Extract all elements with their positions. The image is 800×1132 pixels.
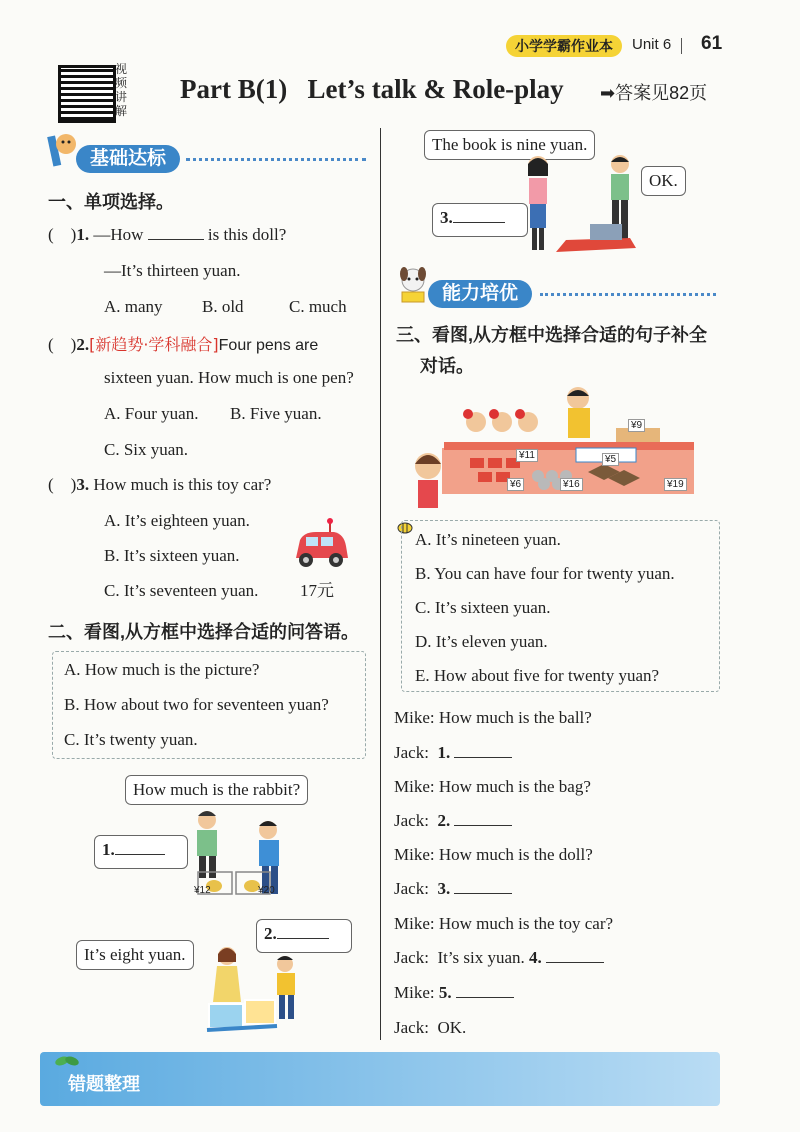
line-text: How much is the toy car? bbox=[438, 914, 614, 933]
section-badge-basic bbox=[76, 145, 180, 173]
qr-code[interactable] bbox=[58, 65, 116, 123]
page-title: Part B(1) Let’s talk & Role-play bbox=[180, 74, 564, 104]
badge-text: 能力培优 bbox=[441, 283, 518, 304]
header-unit: Unit 6 bbox=[632, 36, 672, 53]
line-text: OK. bbox=[437, 1018, 467, 1037]
speaker: Mike: bbox=[394, 983, 435, 1002]
q1-option-b[interactable]: B. old bbox=[202, 297, 244, 316]
section2-option-a: A. How much is the picture? bbox=[64, 660, 260, 679]
header-divider bbox=[681, 38, 682, 54]
q2-option-c[interactable]: C. Six yuan. bbox=[104, 440, 189, 459]
stall-price-9: ¥9 bbox=[628, 419, 645, 432]
bubble-rabbit: How much is the rabbit? bbox=[125, 775, 308, 805]
speaker: Jack: bbox=[394, 948, 429, 967]
toy-car-price: 17元 bbox=[300, 581, 334, 600]
q1-stem-text: —How bbox=[93, 225, 144, 244]
answer-bubble-3[interactable] bbox=[432, 203, 528, 237]
bubble-book-nine-yuan: The book is nine yuan. bbox=[424, 130, 595, 160]
answer-bubble-1[interactable] bbox=[94, 835, 188, 869]
answer-ref-text: 答案见82页 bbox=[615, 83, 708, 103]
section3-option-d: D. It’s eleven yuan. bbox=[415, 632, 548, 651]
question-number: 3. bbox=[76, 475, 90, 494]
q1-option-c[interactable]: C. much bbox=[289, 297, 347, 316]
bubble-ok: OK. bbox=[641, 166, 686, 196]
answer-paren[interactable]: ( ) bbox=[48, 475, 77, 494]
stall-price-19: ¥19 bbox=[664, 478, 687, 491]
q1-reply: —It’s thirteen yuan. bbox=[104, 261, 241, 280]
speaker: Mike: bbox=[394, 845, 435, 864]
line-text: How much is the bag? bbox=[438, 777, 591, 796]
section3-option-a: A. It’s nineteen yuan. bbox=[415, 530, 561, 549]
line-text: It’s six yuan. bbox=[437, 948, 525, 967]
answer-paren[interactable]: ( ) bbox=[48, 225, 77, 244]
stall-price-6: ¥6 bbox=[507, 478, 524, 491]
answer-blank-5[interactable] bbox=[456, 997, 514, 998]
blank-number: 1. bbox=[437, 743, 451, 762]
series-name: 小学学霸作业本 bbox=[515, 38, 613, 54]
speaker: Mike: bbox=[394, 914, 435, 933]
blank-number: 3. bbox=[440, 208, 453, 227]
blank-number: 5. bbox=[438, 983, 452, 1002]
qr-note: 视频讲解 bbox=[115, 62, 128, 118]
blank-line bbox=[453, 222, 505, 223]
section3-option-e: E. How about five for twenty yuan? bbox=[415, 666, 660, 685]
section2-option-c: C. It’s twenty yuan. bbox=[64, 730, 198, 749]
section1-heading: 一、单项选择。 bbox=[48, 192, 174, 212]
dialogue-line-2 bbox=[394, 743, 512, 763]
toy-car-image bbox=[290, 518, 352, 570]
blank-number: 4. bbox=[529, 948, 542, 967]
section3-heading: 三、看图,从方框中选择合适的句子补全 bbox=[396, 325, 707, 345]
stall-price-11: ¥11 bbox=[516, 449, 538, 462]
bubble-eight-yuan: It’s eight yuan. bbox=[76, 940, 194, 970]
q3-stem bbox=[48, 475, 271, 495]
badge-dotted-line bbox=[186, 158, 366, 161]
pencil-cat-icon bbox=[46, 130, 78, 170]
dialogue-line-5 bbox=[394, 845, 593, 865]
answer-paren[interactable]: ( ) bbox=[48, 335, 77, 354]
q3-option-a[interactable]: A. It’s eighteen yuan. bbox=[104, 511, 250, 530]
dialogue-line-1 bbox=[394, 708, 592, 728]
dialogue-line-9 bbox=[394, 983, 514, 1003]
speaker: Mike: bbox=[394, 777, 435, 796]
cage-price-2: ¥20 bbox=[258, 885, 275, 896]
blank-number: 2. bbox=[437, 811, 451, 830]
q3-option-b[interactable]: B. It’s sixteen yuan. bbox=[104, 546, 240, 565]
dialogue-line-7 bbox=[394, 914, 613, 934]
stall-price-5: ¥5 bbox=[602, 453, 619, 466]
speaker: Jack: bbox=[394, 811, 429, 830]
q1-stem bbox=[48, 225, 286, 245]
line-text: How much is the doll? bbox=[438, 845, 593, 864]
dog-icon bbox=[396, 266, 430, 304]
cage-price-1: ¥12 bbox=[194, 885, 211, 896]
blank-line bbox=[115, 854, 165, 855]
picture-scene-image bbox=[205, 942, 315, 1034]
dialogue-line-10 bbox=[394, 1018, 466, 1038]
section2-option-b: B. How about two for seventeen yuan? bbox=[64, 695, 329, 714]
section3-heading-2: 对话。 bbox=[420, 356, 474, 376]
column-divider bbox=[380, 128, 381, 1040]
arrow-right-icon: ➡ bbox=[600, 83, 616, 103]
dialogue-line-8 bbox=[394, 948, 604, 968]
leaf-icon bbox=[54, 1054, 80, 1068]
section-badge-advanced bbox=[428, 280, 532, 308]
blank-number: 1. bbox=[102, 840, 115, 859]
speaker: Jack: bbox=[394, 879, 429, 898]
q2-option-a[interactable]: A. Four yuan. bbox=[104, 404, 199, 423]
dialogue-line-3 bbox=[394, 777, 591, 797]
answer-blank-3[interactable] bbox=[454, 893, 512, 894]
footer-band bbox=[40, 1052, 720, 1106]
q1-stem-rest: is this doll? bbox=[207, 225, 287, 244]
blank-number: 3. bbox=[437, 879, 451, 898]
speaker: Jack: bbox=[394, 743, 429, 762]
answer-ref bbox=[600, 79, 707, 105]
book-scene-image bbox=[520, 152, 640, 256]
blank-number: 2. bbox=[264, 924, 277, 943]
header-series-badge bbox=[506, 35, 622, 57]
section3-option-b: B. You can have four for twenty yuan. bbox=[415, 564, 675, 583]
q2-stem bbox=[48, 332, 318, 355]
stall-price-16: ¥16 bbox=[560, 478, 583, 491]
line-text: How much is the ball? bbox=[438, 708, 592, 727]
speaker: Jack: bbox=[394, 1018, 429, 1037]
q1-blank[interactable] bbox=[148, 239, 204, 240]
q2-stem-2: sixteen yuan. How much is one pen? bbox=[104, 368, 354, 387]
q2-stem-text: Four pens are bbox=[218, 337, 319, 354]
q3-stem-text: How much is this toy car? bbox=[93, 475, 272, 494]
dialogue-line-4 bbox=[394, 811, 512, 831]
toy-stall-image bbox=[408, 384, 700, 512]
question-number: 1. bbox=[76, 225, 90, 244]
q1-option-a[interactable]: A. many bbox=[104, 297, 163, 316]
badge-dotted-line bbox=[540, 293, 716, 296]
blank-line bbox=[277, 938, 329, 939]
question-number: 2. bbox=[76, 335, 90, 354]
footer-label: 错题整理 bbox=[68, 1074, 140, 1094]
answer-blank-4[interactable] bbox=[546, 962, 604, 963]
dialogue-line-6 bbox=[394, 879, 512, 899]
speaker: Mike: bbox=[394, 708, 435, 727]
badge-text: 基础达标 bbox=[89, 148, 166, 169]
q3-option-c[interactable]: C. It’s seventeen yuan. bbox=[104, 581, 259, 600]
answer-blank-2[interactable] bbox=[454, 825, 512, 826]
page-number: 61 bbox=[701, 33, 723, 54]
q2-option-b[interactable]: B. Five yuan. bbox=[230, 404, 322, 423]
trend-tag: [新趋势·学科融合] bbox=[89, 335, 219, 354]
section3-option-c: C. It’s sixteen yuan. bbox=[415, 598, 551, 617]
section2-heading: 二、看图,从方框中选择合适的问答语。 bbox=[48, 622, 359, 642]
answer-blank-1[interactable] bbox=[454, 757, 512, 758]
